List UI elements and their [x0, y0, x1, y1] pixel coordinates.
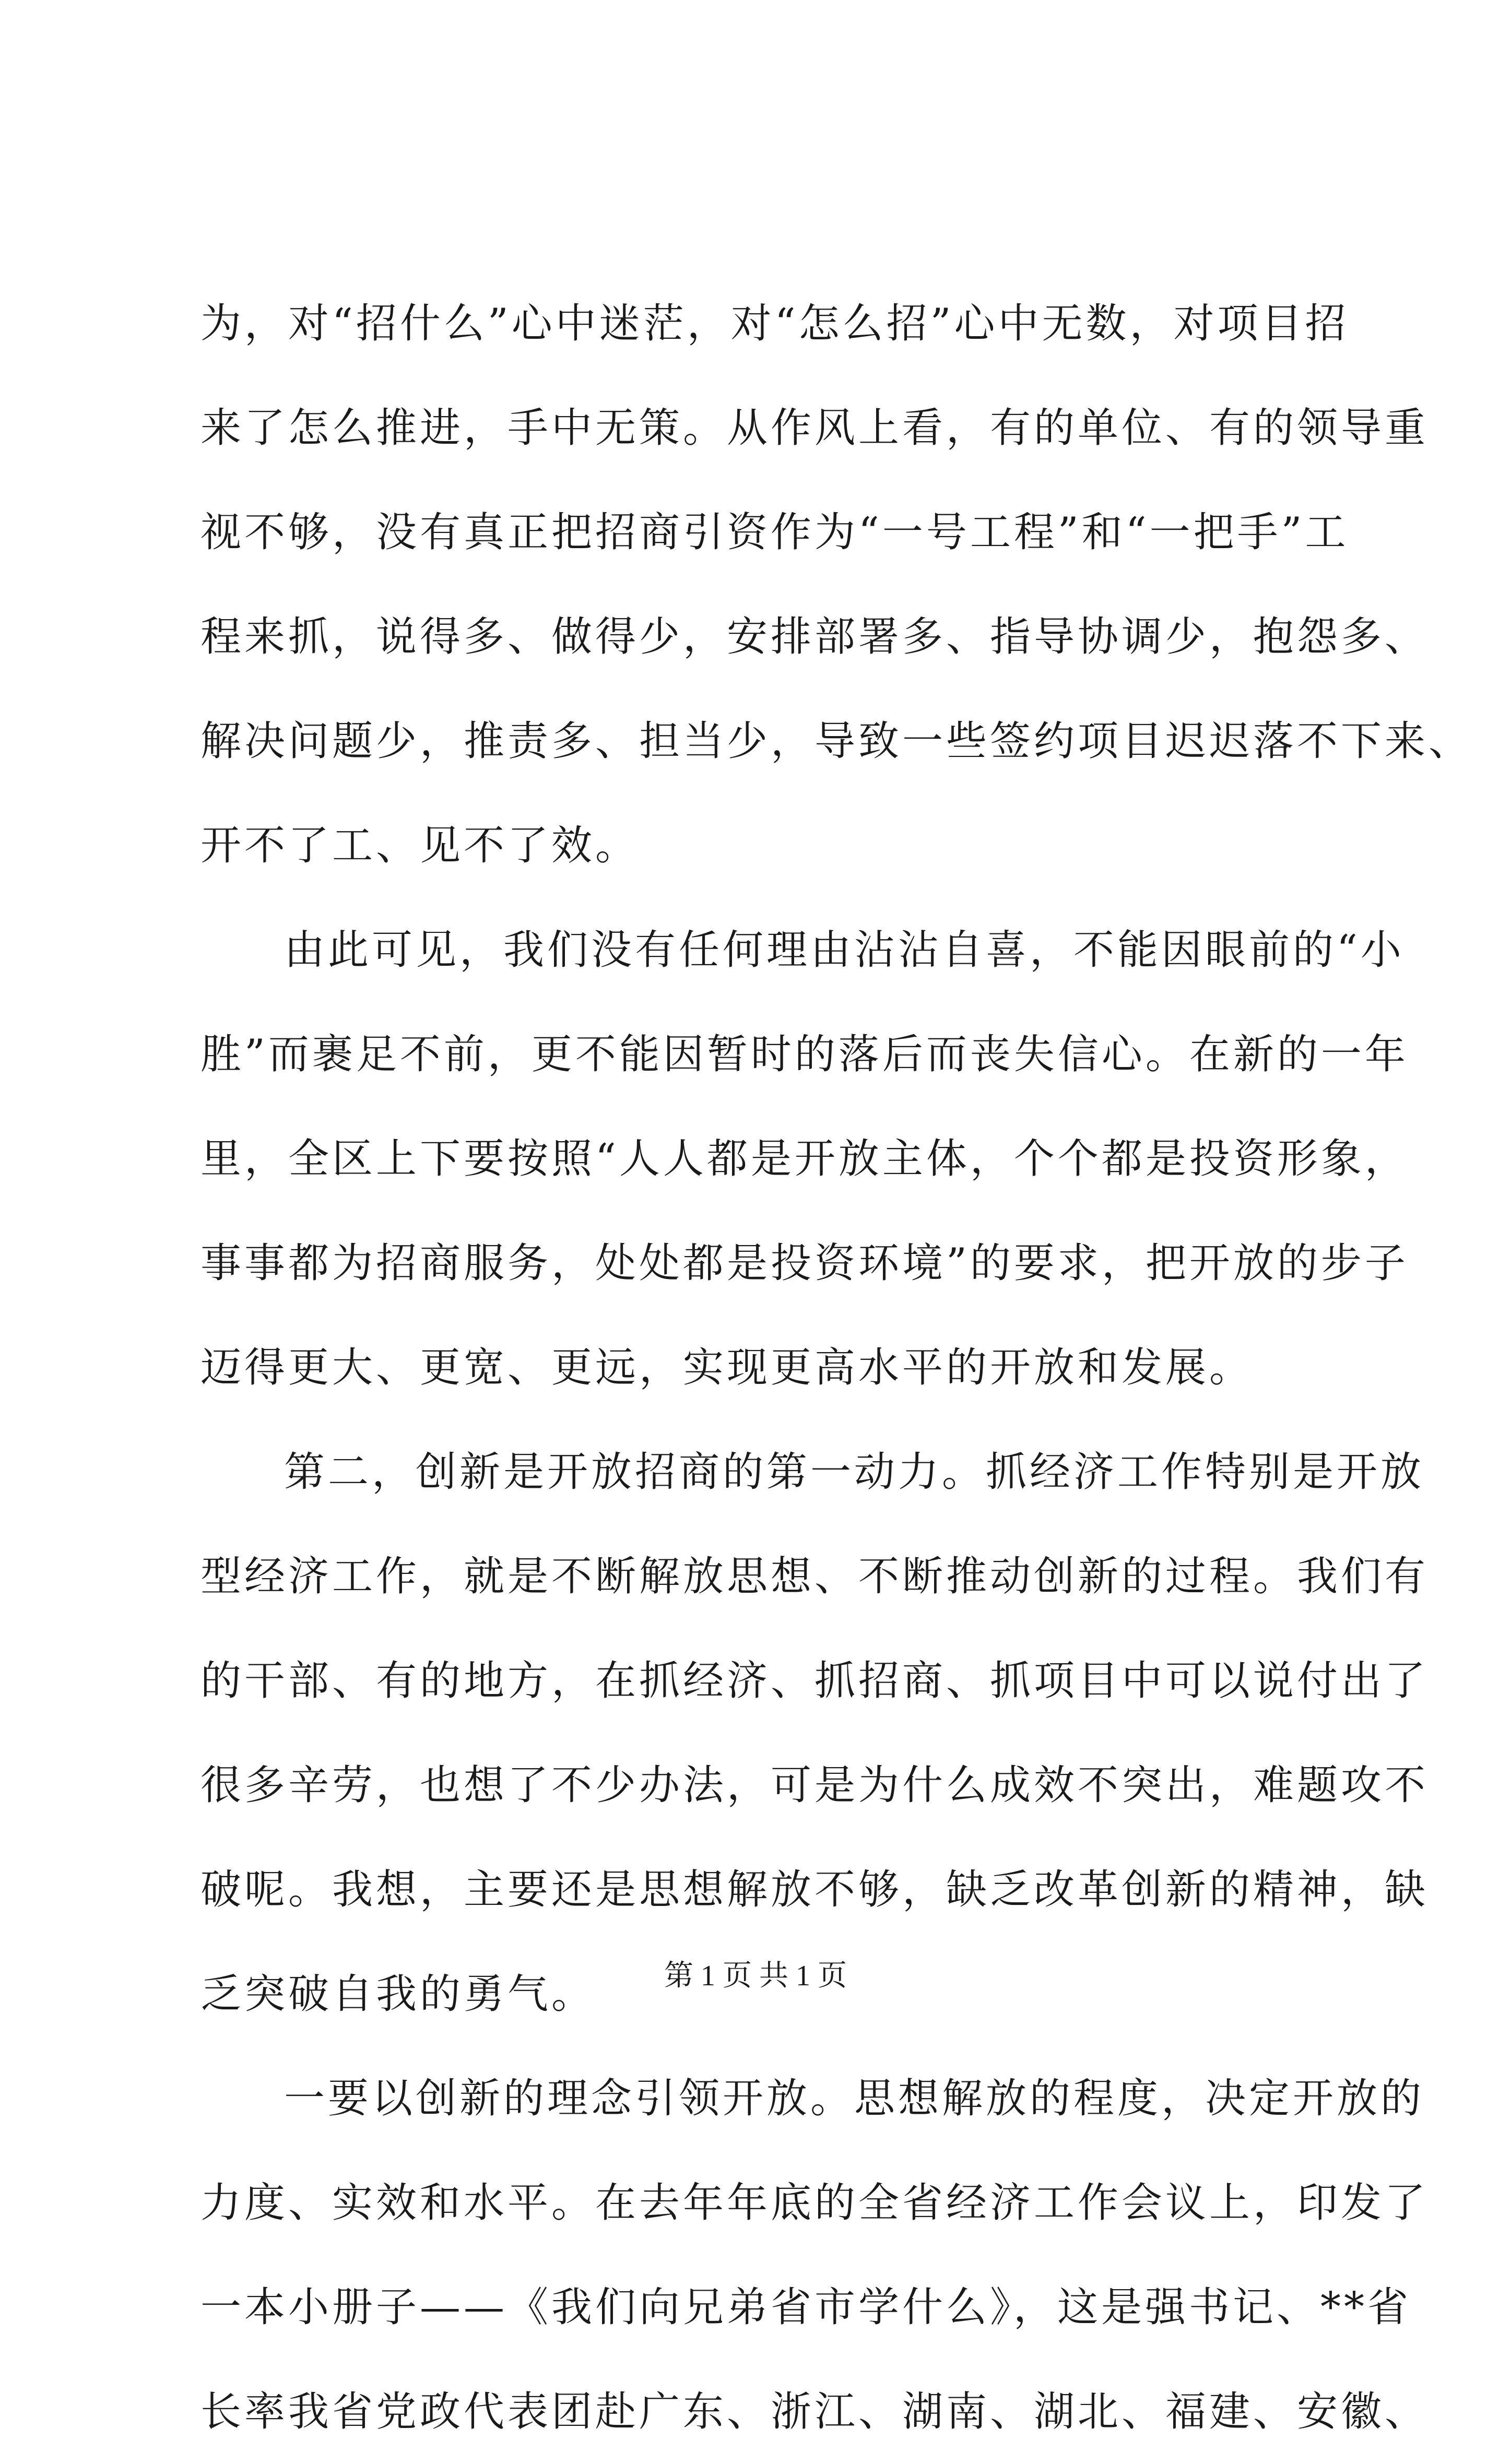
paragraph-first-line: 第二，创新是开放招商的第一动力。抓经济工作特别是开放 — [284, 1449, 1425, 1496]
text-line: 破呢。我想，主要还是思想解放不够，缺乏改革创新的精神，缺 — [200, 1866, 1429, 1913]
text-line: 一本小册子——《我们向兄弟省市学什么》，这是强书记、**省 — [200, 2284, 1412, 2331]
text-line: 里，全区上下要按照“人人都是开放主体，个个都是投资形象， — [200, 1135, 1409, 1182]
text-line: 很多辛劳，也想了不少办法，可是为什么成效不突出，难题攻不 — [200, 1762, 1429, 1809]
text-line: 迈得更大、更宽、更远，实现更高水平的开放和发展。 — [200, 1344, 1254, 1391]
text-line: 长率我省党政代表团赴广东、浙江、湖南、湖北、福建、安徽、 — [200, 2388, 1429, 2435]
paragraph-first-line: 由此可见，我们没有任何理由沾沾自喜，不能因眼前的“小 — [284, 927, 1404, 974]
text-line: 的干部、有的地方，在抓经济、抓招商、抓项目中可以说付出了 — [200, 1657, 1429, 1704]
text-line: 开不了工、见不了效。 — [200, 822, 640, 869]
paragraph-first-line: 一要以创新的理念引领开放。思想解放的程度，决定开放的 — [284, 2075, 1425, 2122]
text-line: 解决问题少，推责多、担当少，导致一些签约项目迟迟落不下来、 — [200, 718, 1473, 765]
text-line: 视不够，没有真正把招商引资作为“一号工程”和“一把手”工 — [200, 509, 1349, 556]
text-line: 程来抓，说得多、做得少，安排部署多、指导协调少，抱怨多、 — [200, 613, 1429, 660]
text-line: 乏突破自我的勇气。 — [200, 1971, 596, 2018]
text-line: 力度、实效和水平。在去年年底的全省经济工作会议上，印发了 — [200, 2179, 1429, 2226]
text-line: 型经济工作，就是不断解放思想、不断推动创新的过程。我们有 — [200, 1553, 1429, 1600]
text-line: 事事都为招商服务，处处都是投资环境”的要求，把开放的步子 — [200, 1240, 1409, 1287]
body-text — [200, 271, 1473, 2464]
text-line: 来了怎么推进，手中无策。从作风上看，有的单位、有的领导重 — [200, 405, 1429, 452]
page-footer: 第 1 页 共 1 页 — [664, 1960, 847, 1992]
text-line: 为，对“招什么”心中迷茫，对“怎么招”心中无数，对项目招 — [200, 300, 1349, 347]
text-line: 胜”而裹足不前，更不能因暂时的落后而丧失信心。在新的一年 — [200, 1031, 1409, 1078]
